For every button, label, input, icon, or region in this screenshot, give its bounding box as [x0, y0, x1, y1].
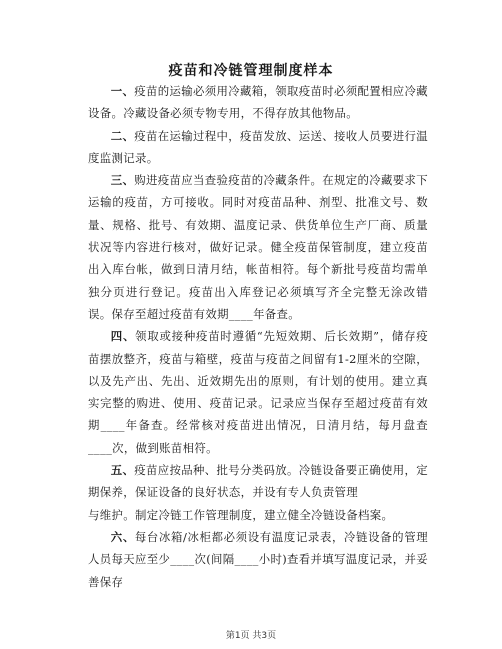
paragraph-text: 每台冰箱/冰柜都必须设有温度记录表，冷链设备的管理人员每天应至少____次(间隔____小时)查看并填写温度记录，并妥善保存	[88, 529, 428, 589]
paragraph-text: 疫苗应按品种、批号分类码放。冷链设备要正确使用，定期保养，保证设备的良好状态，并设有专人负责管理	[88, 463, 428, 500]
document-body	[88, 80, 428, 593]
paragraph-lead: 四、	[110, 329, 136, 344]
page-footer: 第1页 共3页	[225, 631, 277, 641]
paragraph-text: 购进疫苗应当查验疫苗的冷藏条件。在规定的冷藏要求下运输的疫苗，方可接收。同时对疫苗品种、剂型、批准文号、数量、规格、批号、有效期、温度记录、供货单位生产厂商、质量状况等内容进行核对，做好记录。健全疫苗保管制度，建立疫苗出入库台帐，做到日清月结，帐苗相符。每个新批号疫苗均需单独分页进行登记。疫苗出入库登记必须填写齐全完整无涂改错误。保存至超过疫苗有效期____年备查。	[88, 173, 428, 321]
paragraph-3	[88, 169, 428, 325]
paragraph-2	[88, 125, 428, 170]
paragraph-5-continuation	[88, 504, 428, 526]
paragraph-text: 与维护。制定冷链工作管理制度，建立健全冷链设备档案。	[88, 507, 394, 522]
paragraph-lead: 六、	[110, 529, 135, 544]
paragraph-4	[88, 325, 428, 459]
paragraph-lead: 五、	[110, 463, 135, 478]
paragraph-lead: 一、	[110, 84, 135, 98]
paragraph-text: 疫苗在运输过程中，疫苗发放、运送、接收人员要进行温度监测记录。	[88, 128, 428, 165]
paragraph-1	[88, 80, 428, 125]
paragraph-lead: 二、	[110, 128, 135, 143]
paragraph-lead: 三、	[110, 173, 135, 188]
paragraph-5	[88, 459, 428, 504]
paragraph-text: 领取或接种疫苗时遵循“先短效期、后长效期”，储存疫苗摆放整齐，疫苗与箱壁，疫苗与疫苗之间留有1-2厘米的空隙，以及先产出、先出、近效期先出的原则，有计划的使用。建立真实完整的购进、使用、疫苗记录。记录应当保存至超过疫苗有效期____年备查。经常核对疫苗进出情况，日清月结，每月盘查____次，做到账苗相符。	[88, 329, 428, 455]
document-title: 疫苗和冷链管理制度样本	[168, 63, 334, 79]
paragraph-text: 疫苗的运输必须用冷藏箱，领取疫苗时必须配置相应冷藏设备。冷藏设备必须专物专用，不得存放其他物品。	[88, 84, 428, 121]
paragraph-6	[88, 526, 428, 593]
